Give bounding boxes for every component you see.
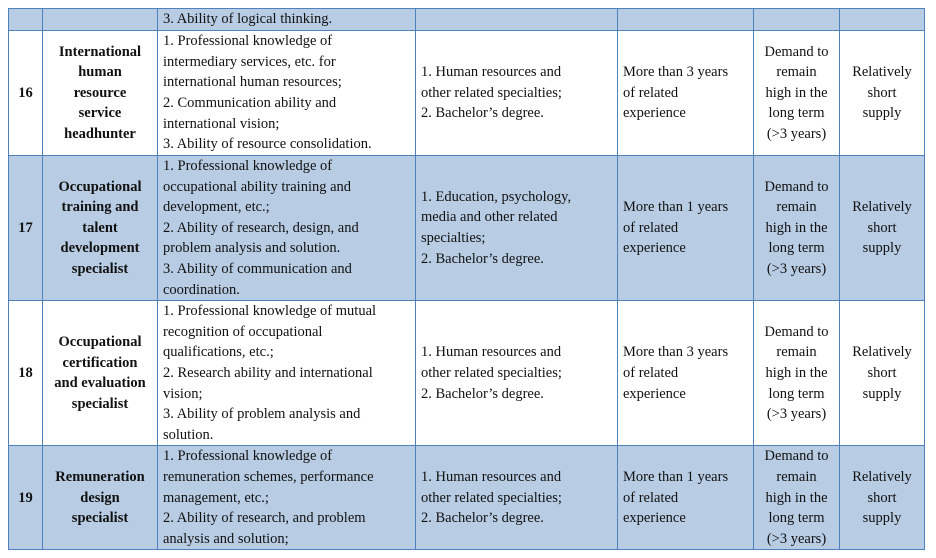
cell-line: 1. Professional knowledge of	[163, 448, 333, 465]
cell-line: of related	[623, 489, 679, 506]
cell-line: Demand to	[764, 178, 829, 195]
cell-line: headhunter	[64, 125, 136, 142]
cell-line: talent	[82, 219, 118, 236]
cell-line: supply	[862, 105, 902, 122]
cell-line: Demand to	[764, 43, 829, 60]
cell-line: service	[78, 105, 122, 122]
cell-line: problem analysis and solution.	[163, 240, 341, 257]
occupation-title	[43, 31, 158, 156]
cell-line: More than 1 years	[623, 468, 729, 485]
cell-line: vision;	[163, 385, 203, 402]
cell-line: long term	[768, 385, 825, 402]
cell-line: certification	[62, 354, 138, 371]
cell-line: international vision;	[163, 115, 280, 132]
demand-cell	[754, 446, 840, 550]
cell-line: resource	[73, 84, 127, 101]
row-number: 18	[9, 301, 43, 446]
cell-line: high in the	[765, 489, 828, 506]
cell-line: and evaluation	[54, 375, 146, 392]
cell-line: recognition of occupational	[163, 323, 323, 340]
cell-line: More than 3 years	[623, 344, 729, 361]
cell-line: long term	[768, 510, 825, 527]
demand-cell	[754, 301, 840, 446]
cell-line: high in the	[765, 364, 828, 381]
cell-line: 3. Ability of resource consolidation.	[163, 136, 372, 153]
occupation-table	[8, 8, 925, 550]
cell-line: Relatively	[852, 64, 912, 81]
cell-line: More than 1 years	[623, 199, 729, 216]
competencies-cell	[158, 31, 416, 156]
cell-line: 3. Ability of problem analysis and	[163, 406, 361, 423]
cell-line: remuneration schemes, performance	[163, 468, 374, 485]
cell-line: short	[867, 489, 897, 506]
cell-line: specialties;	[421, 230, 486, 247]
cell-line: training and	[61, 199, 139, 216]
experience-cell	[618, 446, 754, 550]
cell-line: remain	[776, 64, 817, 81]
cell-line: 1. Human resources and	[421, 468, 562, 485]
occupation-title	[43, 9, 158, 31]
table-row	[9, 301, 925, 446]
cell-line: Occupational	[58, 178, 142, 195]
table-row	[9, 9, 925, 31]
cell-line: intermediary services, etc. for	[163, 53, 336, 70]
competencies-cell	[158, 9, 416, 31]
cell-line: qualifications, etc.;	[163, 344, 274, 361]
demand-cell	[754, 156, 840, 301]
cell-line: supply	[862, 385, 902, 402]
cell-line: 3. Ability of communication and	[163, 260, 352, 277]
cell-line: media and other related	[421, 209, 558, 226]
cell-line: Relatively	[852, 344, 912, 361]
cell-line: Relatively	[852, 468, 912, 485]
cell-line: (>3 years)	[766, 530, 827, 547]
cell-line: 3. Ability of logical thinking.	[163, 11, 333, 28]
cell-line: short	[867, 219, 897, 236]
cell-line: management, etc.;	[163, 489, 269, 506]
education-cell	[416, 9, 618, 31]
table-row	[9, 156, 925, 301]
occupation-title	[43, 156, 158, 301]
cell-line: human	[78, 64, 122, 81]
cell-line: 2. Bachelor’s degree.	[421, 510, 544, 527]
education-cell	[416, 446, 618, 550]
cell-line: 2. Research ability and international	[163, 364, 373, 381]
cell-line: remain	[776, 344, 817, 361]
cell-line: solution.	[163, 426, 214, 443]
occupation-title	[43, 301, 158, 446]
cell-line: other related specialties;	[421, 364, 562, 381]
cell-line: 1. Professional knowledge of mutual	[163, 303, 377, 320]
cell-line: 1. Education, psychology,	[421, 188, 572, 205]
cell-line: of related	[623, 84, 679, 101]
cell-line: Remuneration	[55, 468, 145, 485]
cell-line: development, etc.;	[163, 199, 270, 216]
cell-line: specialist	[71, 260, 129, 277]
demand-cell	[754, 31, 840, 156]
cell-line: other related specialties;	[421, 489, 562, 506]
cell-line: remain	[776, 199, 817, 216]
supply-cell	[840, 301, 925, 446]
supply-cell	[840, 156, 925, 301]
row-number: 19	[9, 446, 43, 550]
experience-cell	[618, 156, 754, 301]
cell-line: 2. Bachelor’s degree.	[421, 105, 544, 122]
cell-line: experience	[623, 385, 686, 402]
cell-line: More than 3 years	[623, 64, 729, 81]
cell-line: experience	[623, 240, 686, 257]
cell-line: long term	[768, 240, 825, 257]
experience-cell	[618, 301, 754, 446]
cell-line: Demand to	[764, 448, 829, 465]
cell-line: Occupational	[58, 334, 142, 351]
cell-line: supply	[862, 510, 902, 527]
cell-line: short	[867, 364, 897, 381]
cell-line: 1. Professional knowledge of	[163, 158, 333, 174]
cell-line: long term	[768, 105, 825, 122]
cell-line: 1. Human resources and	[421, 344, 562, 361]
experience-cell	[618, 31, 754, 156]
experience-cell	[618, 9, 754, 31]
cell-line: high in the	[765, 219, 828, 236]
cell-line: experience	[623, 105, 686, 122]
cell-line: experience	[623, 510, 686, 527]
cell-line: 1. Human resources and	[421, 64, 562, 81]
cell-line: (>3 years)	[766, 260, 827, 277]
occupation-title	[43, 446, 158, 550]
cell-line: analysis and solution;	[163, 530, 289, 547]
supply-cell	[840, 9, 925, 31]
cell-line: of related	[623, 219, 679, 236]
cell-line: short	[867, 84, 897, 101]
cell-line: supply	[862, 240, 902, 257]
competencies-cell	[158, 156, 416, 301]
cell-line: (>3 years)	[766, 125, 827, 142]
cell-line: international human resources;	[163, 74, 342, 91]
cell-line: International	[58, 43, 142, 60]
cell-line: high in the	[765, 84, 828, 101]
cell-line: of related	[623, 364, 679, 381]
cell-line: (>3 years)	[766, 406, 827, 423]
row-number	[9, 9, 43, 31]
cell-line: other related specialties;	[421, 84, 562, 101]
cell-line: 2. Communication ability and	[163, 95, 337, 111]
competencies-cell	[158, 301, 416, 446]
cell-line: 1. Professional knowledge of	[163, 33, 333, 50]
education-cell	[416, 156, 618, 301]
demand-cell	[754, 9, 840, 31]
cell-line: 2. Ability of research, and problem	[163, 510, 366, 527]
cell-line: 2. Bachelor’s degree.	[421, 250, 544, 267]
education-cell	[416, 31, 618, 156]
cell-line: Relatively	[852, 199, 912, 216]
table-row	[9, 446, 925, 550]
cell-line: development	[60, 240, 140, 257]
row-number: 16	[9, 31, 43, 156]
education-cell	[416, 301, 618, 446]
supply-cell	[840, 446, 925, 550]
cell-line: design	[80, 489, 120, 506]
cell-line: 2. Bachelor’s degree.	[421, 385, 544, 402]
competencies-cell	[158, 446, 416, 550]
cell-line: occupational ability training and	[163, 178, 352, 195]
supply-cell	[840, 31, 925, 156]
cell-line: specialist	[71, 510, 129, 527]
table-row	[9, 31, 925, 156]
cell-line: Demand to	[764, 323, 829, 340]
cell-line: remain	[776, 468, 817, 485]
cell-line: coordination.	[163, 281, 240, 298]
cell-line: specialist	[71, 395, 129, 412]
row-number: 17	[9, 156, 43, 301]
cell-line: 2. Ability of research, design, and	[163, 219, 359, 236]
